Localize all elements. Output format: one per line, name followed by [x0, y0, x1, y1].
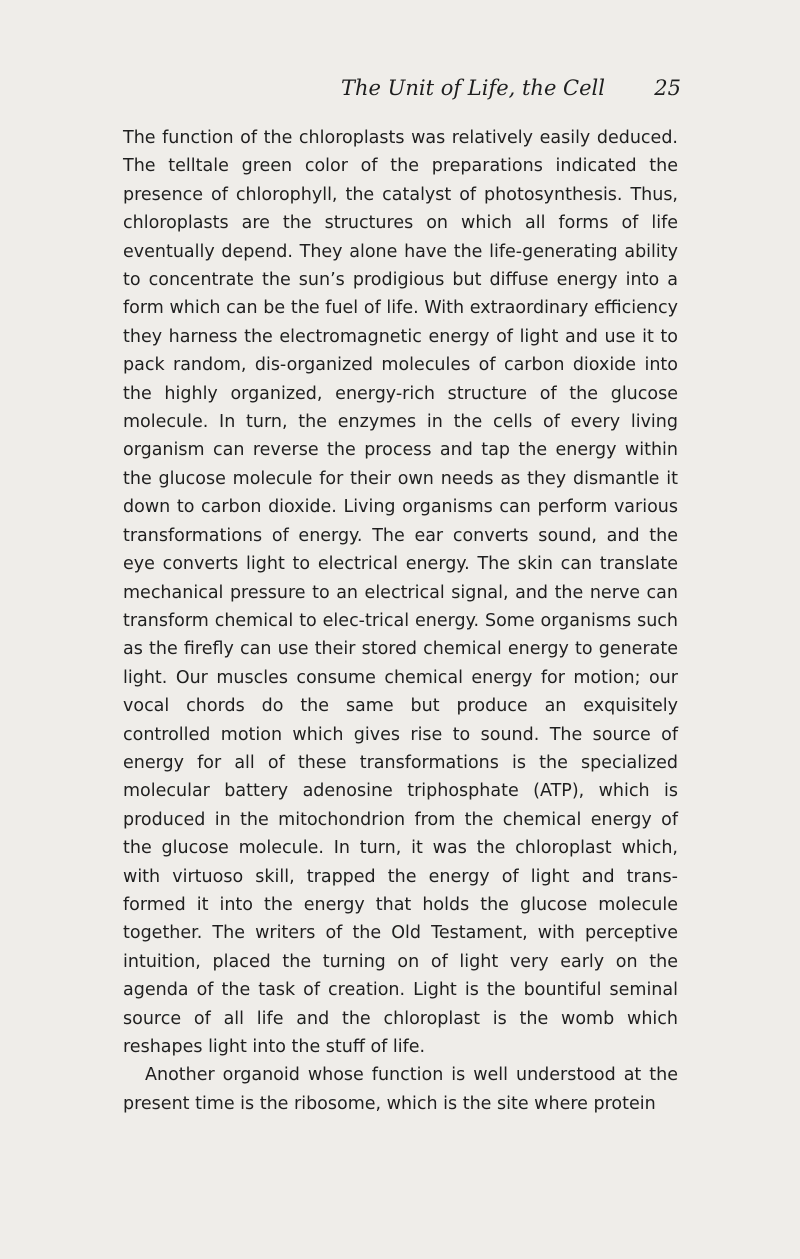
- running-title: The Unit of Life, the Cell: [341, 76, 605, 100]
- page-number: 25: [654, 76, 681, 100]
- body-text: [123, 124, 678, 1118]
- paragraph: The function of the chloroplasts was relatively easily deduced. The telltale green color of the preparations indicated the presence of chlorophyll, the catalyst of photosynthesis. Thus, chloroplasts are the structures on which all forms of life eventually depend. They alone have the life-generating ability to concentrate the sun’s prodigious but diffuse energy into a form which can be the fuel of life. With extraordinary efficiency they harness the electromagnetic energy of light and use it to pack random, dis-organized molecules of carbon dioxide into the highly organized, energy-rich structure of the glucose molecule. In turn, the enzymes in the cells of every living organism can reverse the process and tap the energy within the glucose molecule for their own needs as they dismantle it down to carbon dioxide. Living organisms can perform various transformations of energy. The ear converts sound, and the eye converts light to electrical energy. The skin can translate mechanical pressure to an electrical signal, and the nerve can transform chemical to elec-trical energy. Some organisms such as the firefly can use their stored chemical energy to generate light. Our muscles consume chemical energy for motion; our vocal chords do the same but produce an exquisitely controlled motion which gives rise to sound. The source of energy for all of these transformations is the specialized molecular battery adenosine triphosphate (ATP), which is produced in the mitochondrion from the chemical energy of the glucose molecule. In turn, it was the chloroplast which, with virtuoso skill, trapped the energy of light and trans-formed it into the energy that holds the glucose molecule together. The writers of the Old Testament, with perceptive intuition, placed the turning on of light very early on the agenda of the task of creation. Light is the bountiful seminal source of all life and the chloroplast is the womb which reshapes light into the stuff of life.: [123, 128, 678, 1057]
- running-head: [341, 76, 681, 110]
- paragraph: Another organoid whose function is well understood at the present time is the ribosome, which is the site where protein: [123, 1065, 678, 1114]
